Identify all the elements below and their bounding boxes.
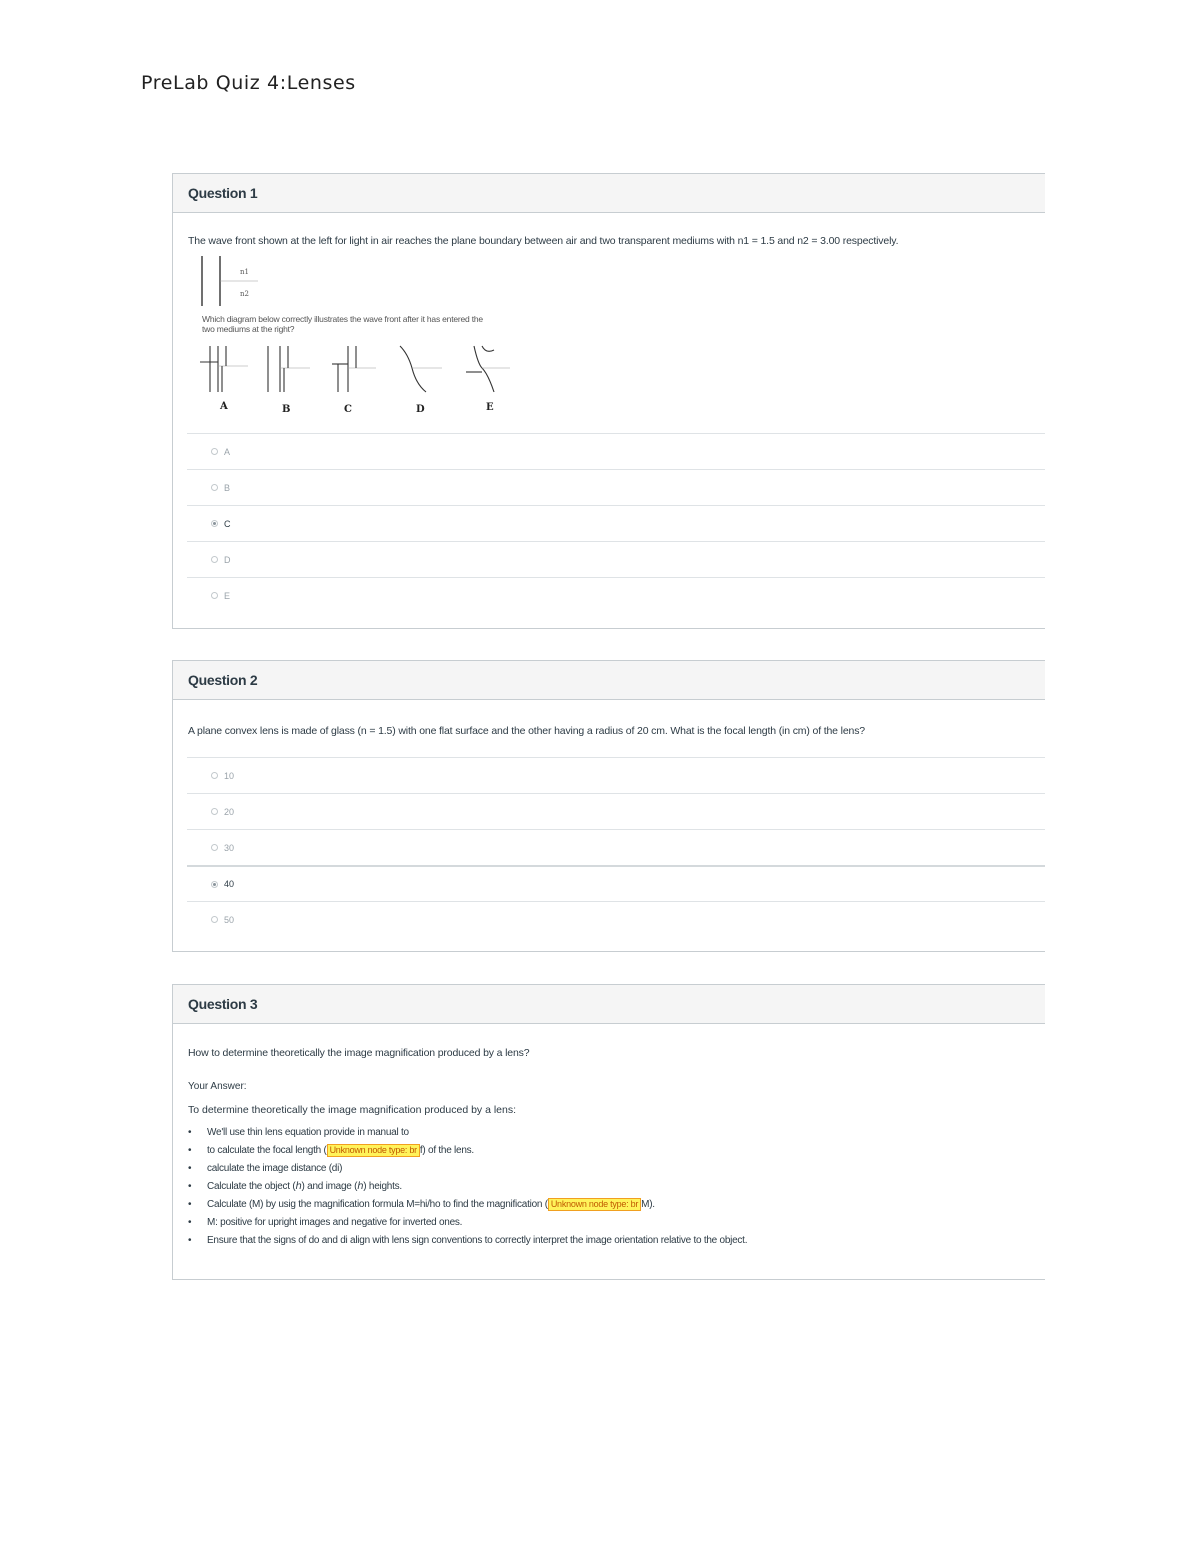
figure-label-d: D [416,404,425,414]
list-item [188,1232,1045,1250]
bullet-text: Calculate (M) by usig the magnification formula M=hi/ho to find the magnification ( [207,1199,548,1210]
bullet-text: We'll use thin lens equation provide in manual to [207,1127,409,1138]
figure-caption-line-2: two mediums at the right? [202,324,295,334]
radio-button-icon[interactable] [211,772,218,779]
radio-selected-icon[interactable] [211,881,218,888]
your-answer-label: Your Answer: [188,1081,247,1092]
answer-label: D [224,554,231,565]
answer-option[interactable] [187,541,1045,577]
bullet-text: M: positive for upright images and negative for inverted ones. [207,1217,463,1228]
list-item [188,1124,1045,1142]
figure-n1-label: n1 [240,268,249,276]
radio-button-icon[interactable] [211,808,218,815]
answer-option[interactable] [187,577,1045,613]
answer-option[interactable] [187,829,1045,865]
question-2-text: A plane convex lens is made of glass (n = 1.5) with one flat surface and the other having a radius of 20 cm. What is the focal length (in cm) of the lens? [188,725,865,737]
list-item [188,1178,1045,1196]
figure-caption-line-1: Which diagram below correctly illustrates the wave front after it has entered the [202,314,483,324]
question-1-answers [187,433,1045,613]
question-1-text: The wave front shown at the left for light in air reaches the plane boundary between air and two transparent mediums with n1 = 1.5 and n2 = 3.00 respectively. [188,235,899,247]
radio-button-icon[interactable] [211,592,218,599]
answer-label: 50 [224,914,235,925]
figure-caption [202,314,483,334]
bullet-text: Ensure that the signs of do and di align with lens sign conventions to correctly interpret the image orientation relative to the object. [207,1235,748,1246]
question-1-figure [188,254,608,414]
figure-label-a: A [220,401,228,412]
answer-option[interactable] [187,793,1045,829]
answer-label: C [224,518,231,529]
radio-button-icon[interactable] [211,556,218,563]
list-item [188,1214,1045,1232]
radio-selected-icon[interactable] [211,520,218,527]
render-error-badge: Unknown node type: br [327,1144,420,1157]
bullet-text: f) of the lens. [419,1145,474,1156]
answer-label: 20 [224,806,235,817]
answer-intro: To determine theoretically the image magnification produced by a lens: [188,1104,517,1116]
figure-label-b: B [282,404,291,414]
answer-label: E [224,590,231,601]
answer-label: A [224,446,231,457]
question-3-header: Question 3 [173,985,1045,1024]
bullet-text: M). [641,1199,655,1210]
answer-option[interactable] [187,433,1045,469]
question-2-answers [187,757,1045,937]
radio-button-icon[interactable] [211,448,218,455]
radio-button-icon[interactable] [211,484,218,491]
bullet-text: calculate the image distance (di) [207,1163,343,1174]
list-item [188,1142,1045,1160]
answer-label: 10 [224,770,235,781]
radio-button-icon[interactable] [211,844,218,851]
bullet-text: to calculate the focal length ( [207,1145,327,1156]
question-2-header: Question 2 [173,661,1045,700]
question-2-card [172,660,1045,952]
page-title: PreLab Quiz 4:Lenses [141,72,356,94]
answer-bullet-list [173,1124,1045,1250]
question-1-card [172,173,1045,629]
figure-label-e: E [486,402,494,413]
answer-option-selected[interactable] [187,865,1045,901]
question-3-text: How to determine theoretically the image magnification produced by a lens? [188,1047,530,1059]
answer-label: 30 [224,842,235,853]
answer-label: B [224,482,231,493]
question-3-card [172,984,1045,1280]
radio-button-icon[interactable] [211,916,218,923]
answer-option[interactable] [187,901,1045,937]
answer-option-selected[interactable] [187,505,1045,541]
answer-option[interactable] [187,469,1045,505]
figure-n2-label: n2 [240,290,249,298]
list-item [188,1196,1045,1214]
bullet-text: Calculate the object (ℎ) and image (ℎ) heights. [207,1181,402,1192]
answer-option[interactable] [187,757,1045,793]
answer-label: 40 [224,879,235,889]
figure-label-c: C [344,404,352,414]
question-1-header: Question 1 [173,174,1045,213]
render-error-badge: Unknown node type: br [548,1198,641,1211]
list-item [188,1160,1045,1178]
